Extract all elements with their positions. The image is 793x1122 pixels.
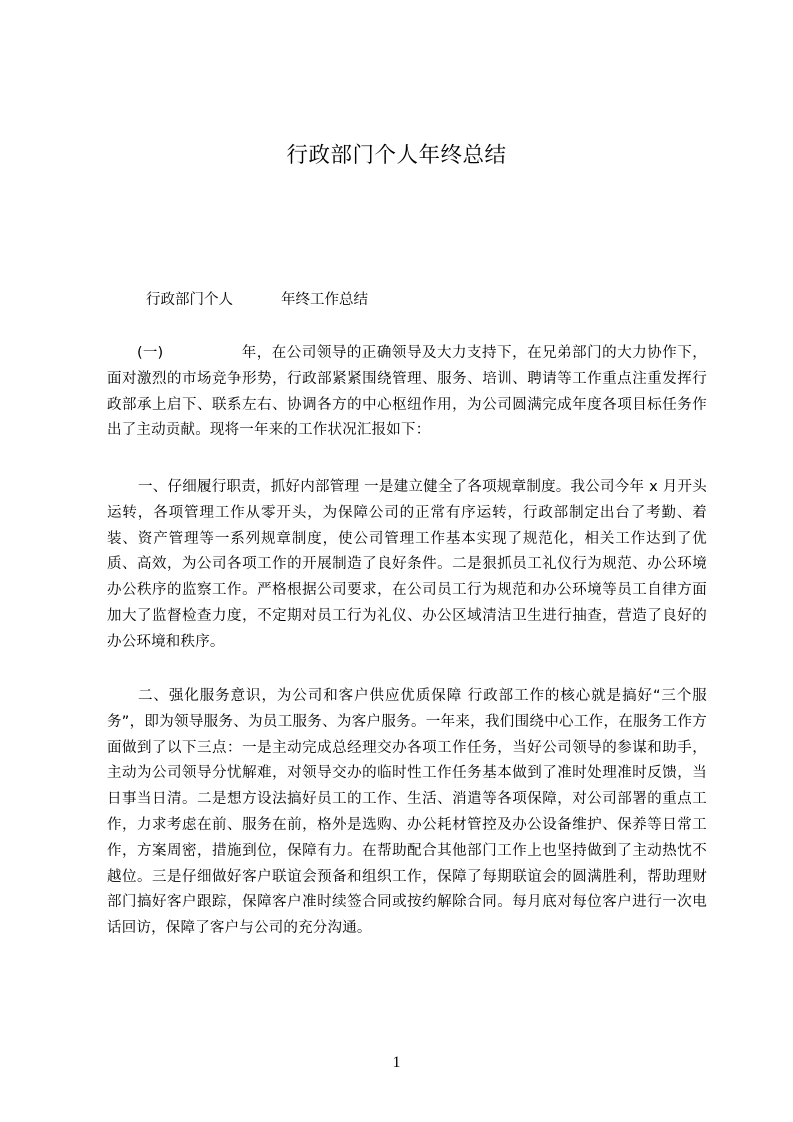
page-number: 1 (392, 1054, 401, 1071)
document-subtitle (146, 290, 368, 310)
paragraph-1-body: 年，在公司领导的正确领导及大力支持下，在兄弟部门的大力协作下，面对激烈的市场竞争形势，行政部紧紧围绕管理、服务、培训、聘请等工作重点注重发挥行政部承上启下、联系左右、协调各方的中心枢纽作用，为公司圆满完成年度各项目标任务作出了主动贡献。现将一年来的工作状况汇报如下： (107, 345, 707, 439)
subtitle-right: 年终工作总结 (281, 292, 368, 308)
document-title: 行政部门个人年终总结 (286, 143, 507, 168)
subtitle-left: 行政部门个人 (146, 292, 233, 308)
paragraph-1 (107, 341, 707, 444)
paragraph-1-lead: (一) (137, 345, 164, 361)
paragraph-2: 一、仔细履行职责，抓好内部管理 一是建立健全了各项规章制度。我公司今年 x 月开头运转，各项管理工作从零开头，为保障公司的正常有序运转，行政部制定出台了考勤、着装、资产管理等一系列规章制度，使公司管理工作基本实现了规范化，相关工作达到了优质、高效，为公司各项工作的开展制造了良好条件。二是狠抓员工礼仪行为规范、办公环境办公秩序的监察工作。严格根据公司要求，在公司员工行为规范和办公环境等员工自律方面加大了监督检查力度，不定期对员工行为礼仪、办公区域清洁卫生进行抽查，营造了良好的办公环境和秩序。 (107, 479, 707, 650)
paragraph-3: 二、强化服务意识，为公司和客户供应优质保障 行政部工作的核心就是搞好“三个服务”，即为领导服务、为员工服务、为客户服务。一年来，我们围绕中心工作，在服务工作方面做到了以下三点：一是主动完成总经理交办各项工作任务，当好公司领导的参谋和助手，主动为公司领导分忧解难，对领导交办的临时性工作任务基本做到了准时处理准时反馈，当日事当日清。二是想方设法搞好员工的工作、生活、消遣等各项保障，对公司部署的重点工作，力求考虑在前、服务在前，格外是选购、办公耗材管控及办公设备维护、保养等日常工作，方案周密，措施到位，保障有力。在帮助配合其他部门工作上也坚持做到了主动热忱不越位。三是仔细做好客户联谊会预备和组织工作，保障了每期联谊会的圆满胜利，帮助理财部门搞好客户跟踪，保障客户准时续签合同或按约解除合同。每月底对每位客户进行一次电话回访，保障了客户与公司的充分沟通。 (107, 688, 707, 937)
